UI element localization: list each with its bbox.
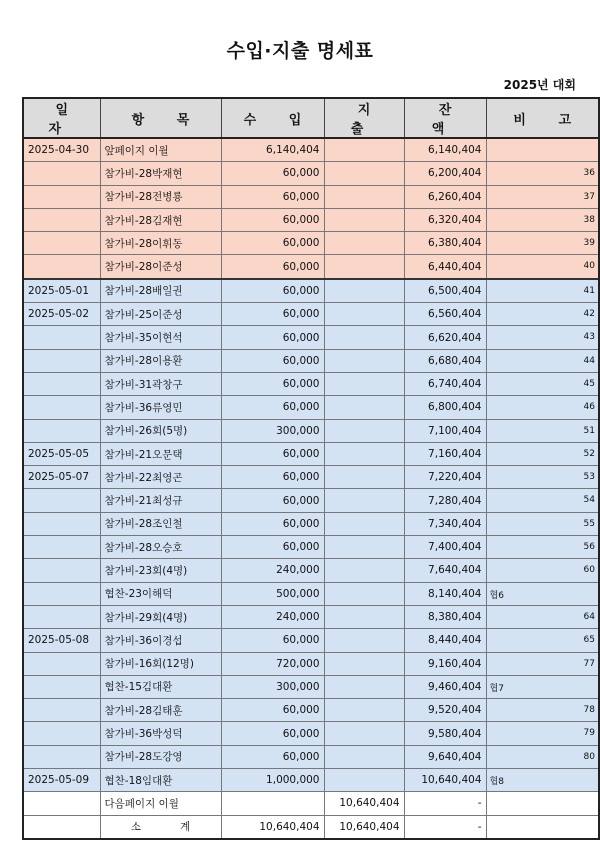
report-subtitle: 2025년 대회 [503, 78, 576, 92]
total-label: 소 계 [100, 815, 221, 839]
balance-cell: 10,640,404 [404, 769, 486, 792]
note-cell [486, 185, 599, 208]
date-cell [23, 349, 100, 372]
note-number: 65 [583, 635, 595, 646]
note-cell [486, 629, 599, 652]
item-cell: 참가비-26회(5명) [100, 419, 221, 442]
expense-cell [324, 232, 404, 255]
table-row [23, 396, 599, 419]
balance-cell: 6,140,404 [404, 138, 486, 162]
balance-cell: 6,680,404 [404, 349, 486, 372]
income-cell: 60,000 [221, 372, 324, 395]
expense-cell [324, 326, 404, 349]
note-cell [486, 536, 599, 559]
balance-cell: 9,640,404 [404, 745, 486, 768]
note-number: 43 [583, 332, 595, 343]
balance-cell: 7,340,404 [404, 512, 486, 535]
date-cell [23, 162, 100, 185]
date-cell: 2025-05-05 [23, 442, 100, 465]
date-cell [23, 722, 100, 745]
date-cell [23, 232, 100, 255]
table-row [23, 372, 599, 395]
income-cell: 60,000 [221, 349, 324, 372]
item-cell: 참가비-28이준성 [100, 255, 221, 279]
ledger-body [23, 138, 599, 815]
note-number: 42 [583, 309, 595, 320]
note-cell [486, 232, 599, 255]
header-income: 수 입 [221, 98, 324, 138]
note-memo: 협6 [489, 590, 504, 601]
income-cell: 60,000 [221, 208, 324, 231]
table-row [23, 512, 599, 535]
income-cell: 60,000 [221, 326, 324, 349]
item-cell: 협찬-15김대환 [100, 675, 221, 698]
expense-cell [324, 629, 404, 652]
date-cell: 2025-04-30 [23, 138, 100, 162]
item-cell: 참가비-36박성덕 [100, 722, 221, 745]
note-cell [486, 255, 599, 279]
note-number: 64 [583, 611, 595, 622]
header-expense: 지 출 [324, 98, 404, 138]
expense-cell [324, 279, 404, 303]
date-cell [23, 792, 100, 815]
date-cell [23, 208, 100, 231]
income-cell: 6,140,404 [221, 138, 324, 162]
date-cell: 2025-05-07 [23, 466, 100, 489]
date-cell [23, 419, 100, 442]
income-cell: 240,000 [221, 559, 324, 582]
income-cell: 60,000 [221, 185, 324, 208]
note-number: 39 [583, 238, 595, 249]
income-cell: 60,000 [221, 536, 324, 559]
balance-cell: - [404, 792, 486, 815]
item-cell: 참가비-36류영민 [100, 396, 221, 419]
expense-cell [324, 675, 404, 698]
item-cell: 참가비-31곽창구 [100, 372, 221, 395]
note-cell [486, 559, 599, 582]
note-cell [486, 792, 599, 815]
note-number: 77 [583, 658, 595, 669]
table-row [23, 536, 599, 559]
expense-cell [324, 466, 404, 489]
expense-cell [324, 419, 404, 442]
note-number: 40 [583, 261, 595, 272]
expense-cell [324, 372, 404, 395]
table-row [23, 675, 599, 698]
item-cell: 참가비-22최영곤 [100, 466, 221, 489]
date-cell [23, 582, 100, 605]
header-item: 항 목 [100, 98, 221, 138]
table-row [23, 255, 599, 279]
income-cell: 60,000 [221, 303, 324, 326]
balance-cell: 6,560,404 [404, 303, 486, 326]
table-row [23, 605, 599, 628]
balance-cell: 9,520,404 [404, 699, 486, 722]
item-cell: 참가비-28김태훈 [100, 699, 221, 722]
balance-cell: 6,380,404 [404, 232, 486, 255]
note-cell [486, 582, 599, 605]
note-cell [486, 769, 599, 792]
total-balance: - [404, 815, 486, 839]
income-cell: 60,000 [221, 699, 324, 722]
total-expense: 10,640,404 [324, 815, 404, 839]
header-row [23, 98, 599, 138]
note-number: 44 [583, 355, 595, 366]
note-cell [486, 396, 599, 419]
note-cell [486, 466, 599, 489]
note-number: 56 [583, 542, 595, 553]
expense-cell [324, 303, 404, 326]
expense-cell [324, 138, 404, 162]
item-cell: 참가비-21오문택 [100, 442, 221, 465]
income-cell: 500,000 [221, 582, 324, 605]
note-number: 79 [583, 728, 595, 739]
note-cell [486, 138, 599, 162]
table-row [23, 303, 599, 326]
note-number: 53 [583, 472, 595, 483]
table-row [23, 722, 599, 745]
total-row [23, 815, 599, 839]
expense-cell [324, 769, 404, 792]
income-cell: 60,000 [221, 442, 324, 465]
note-cell [486, 208, 599, 231]
table-row [23, 792, 599, 815]
note-number: 55 [583, 518, 595, 529]
income-cell: 60,000 [221, 279, 324, 303]
expense-cell [324, 185, 404, 208]
date-cell [23, 512, 100, 535]
date-cell [23, 699, 100, 722]
expense-cell [324, 255, 404, 279]
table-row [23, 489, 599, 512]
item-cell: 협찬-23이해덕 [100, 582, 221, 605]
table-row [23, 326, 599, 349]
expense-cell [324, 582, 404, 605]
total-date-cell [23, 815, 100, 839]
expense-cell [324, 396, 404, 419]
table-row [23, 629, 599, 652]
table-row [23, 138, 599, 162]
total-note-cell [486, 815, 599, 839]
date-cell: 2025-05-09 [23, 769, 100, 792]
date-cell [23, 675, 100, 698]
note-cell [486, 442, 599, 465]
date-cell [23, 396, 100, 419]
date-cell [23, 255, 100, 279]
expense-cell [324, 489, 404, 512]
header-balance: 잔 액 [404, 98, 486, 138]
table-row [23, 769, 599, 792]
note-number: 80 [583, 751, 595, 762]
table-row [23, 232, 599, 255]
note-number: 51 [583, 425, 595, 436]
item-cell: 참가비-28이용환 [100, 349, 221, 372]
item-cell: 참가비-28도강영 [100, 745, 221, 768]
table-row [23, 652, 599, 675]
item-cell: 참가비-35이현석 [100, 326, 221, 349]
note-memo: 협7 [489, 683, 504, 694]
income-cell: 720,000 [221, 652, 324, 675]
income-cell: 60,000 [221, 255, 324, 279]
note-cell [486, 303, 599, 326]
balance-cell: 6,620,404 [404, 326, 486, 349]
table-row [23, 349, 599, 372]
expense-cell [324, 208, 404, 231]
income-cell: 1,000,000 [221, 769, 324, 792]
expense-cell [324, 605, 404, 628]
item-cell: 참가비-28조인철 [100, 512, 221, 535]
table-row [23, 442, 599, 465]
note-number: 38 [583, 214, 595, 225]
expense-cell [324, 162, 404, 185]
date-cell [23, 536, 100, 559]
item-cell: 참가비-16회(12명) [100, 652, 221, 675]
balance-cell: 6,800,404 [404, 396, 486, 419]
note-number: 52 [583, 448, 595, 459]
item-cell: 참가비-28배일권 [100, 279, 221, 303]
expense-cell: 10,640,404 [324, 792, 404, 815]
item-cell: 협찬-18임대환 [100, 769, 221, 792]
balance-cell: 9,460,404 [404, 675, 486, 698]
table-row [23, 208, 599, 231]
item-cell: 참가비-36이경섭 [100, 629, 221, 652]
balance-cell: 6,740,404 [404, 372, 486, 395]
balance-cell: 9,160,404 [404, 652, 486, 675]
date-cell [23, 745, 100, 768]
date-cell [23, 605, 100, 628]
balance-cell: 7,160,404 [404, 442, 486, 465]
expense-cell [324, 442, 404, 465]
table-row [23, 279, 599, 303]
balance-cell: 7,400,404 [404, 536, 486, 559]
note-number: 36 [583, 168, 595, 179]
expense-cell [324, 699, 404, 722]
balance-cell: 6,500,404 [404, 279, 486, 303]
balance-cell: 6,200,404 [404, 162, 486, 185]
total-income: 10,640,404 [221, 815, 324, 839]
item-cell: 참가비-23회(4명) [100, 559, 221, 582]
item-cell: 참가비-28김재현 [100, 208, 221, 231]
note-cell [486, 745, 599, 768]
income-cell: 60,000 [221, 396, 324, 419]
balance-cell: 9,580,404 [404, 722, 486, 745]
item-cell: 앞페이지 이월 [100, 138, 221, 162]
expense-cell [324, 652, 404, 675]
table-row [23, 185, 599, 208]
note-cell [486, 722, 599, 745]
balance-cell: 8,380,404 [404, 605, 486, 628]
item-cell: 참가비-28전병룡 [100, 185, 221, 208]
item-cell: 참가비-28이휘동 [100, 232, 221, 255]
income-cell: 60,000 [221, 466, 324, 489]
note-cell [486, 512, 599, 535]
expense-cell [324, 722, 404, 745]
income-cell: 300,000 [221, 675, 324, 698]
income-cell: 60,000 [221, 512, 324, 535]
note-cell [486, 699, 599, 722]
table-row [23, 699, 599, 722]
balance-cell: 8,140,404 [404, 582, 486, 605]
balance-cell: 6,260,404 [404, 185, 486, 208]
note-cell [486, 326, 599, 349]
date-cell [23, 489, 100, 512]
date-cell: 2025-05-02 [23, 303, 100, 326]
expense-cell [324, 559, 404, 582]
date-cell [23, 652, 100, 675]
table-row [23, 559, 599, 582]
table-row [23, 466, 599, 489]
income-cell: 60,000 [221, 232, 324, 255]
header-date: 일 자 [23, 98, 100, 138]
date-cell [23, 326, 100, 349]
table-row [23, 745, 599, 768]
note-cell [486, 652, 599, 675]
item-cell: 참가비-28오승호 [100, 536, 221, 559]
note-number: 45 [583, 378, 595, 389]
item-cell: 참가비-28박재현 [100, 162, 221, 185]
income-cell: 60,000 [221, 745, 324, 768]
table-row [23, 582, 599, 605]
note-cell [486, 605, 599, 628]
note-number: 37 [583, 191, 595, 202]
ledger-table [22, 97, 600, 840]
income-cell: 60,000 [221, 629, 324, 652]
note-cell [486, 489, 599, 512]
date-cell [23, 185, 100, 208]
note-cell [486, 349, 599, 372]
balance-cell: 8,440,404 [404, 629, 486, 652]
table-row [23, 162, 599, 185]
note-number: 78 [583, 705, 595, 716]
note-cell [486, 279, 599, 303]
note-cell [486, 419, 599, 442]
note-cell [486, 162, 599, 185]
income-cell: 240,000 [221, 605, 324, 628]
balance-cell: 7,100,404 [404, 419, 486, 442]
item-cell: 다음페이지 이월 [100, 792, 221, 815]
date-cell: 2025-05-08 [23, 629, 100, 652]
balance-cell: 7,640,404 [404, 559, 486, 582]
date-cell [23, 559, 100, 582]
page-title: 수입·지출 명세표 [226, 40, 374, 62]
income-cell: 60,000 [221, 722, 324, 745]
balance-cell: 7,280,404 [404, 489, 486, 512]
date-cell: 2025-05-01 [23, 279, 100, 303]
expense-cell [324, 536, 404, 559]
income-cell [221, 792, 324, 815]
item-cell: 참가비-21최성규 [100, 489, 221, 512]
balance-cell: 6,440,404 [404, 255, 486, 279]
date-cell [23, 372, 100, 395]
header-note: 비 고 [486, 98, 599, 138]
note-memo: 협8 [489, 777, 504, 788]
expense-cell [324, 512, 404, 535]
expense-cell [324, 349, 404, 372]
income-cell: 60,000 [221, 489, 324, 512]
note-cell [486, 675, 599, 698]
income-cell: 60,000 [221, 162, 324, 185]
note-number: 41 [583, 285, 595, 296]
item-cell: 참가비-25이준성 [100, 303, 221, 326]
expense-cell [324, 745, 404, 768]
income-cell: 300,000 [221, 419, 324, 442]
note-number: 46 [583, 402, 595, 413]
note-cell [486, 372, 599, 395]
note-number: 54 [583, 495, 595, 506]
balance-cell: 6,320,404 [404, 208, 486, 231]
note-number: 60 [583, 565, 595, 576]
table-row [23, 419, 599, 442]
balance-cell: 7,220,404 [404, 466, 486, 489]
item-cell: 참가비-29회(4명) [100, 605, 221, 628]
